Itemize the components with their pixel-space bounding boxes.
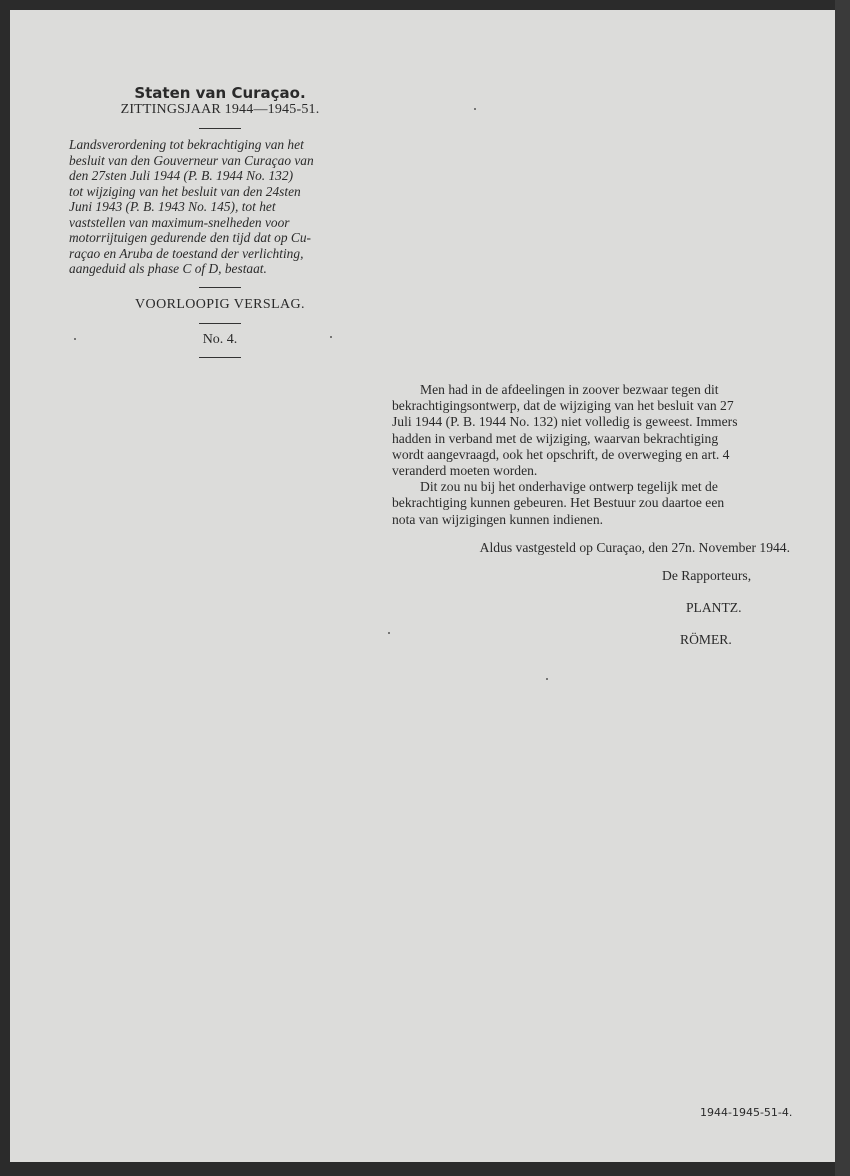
session-year: ZITTINGSJAAR 1944—1945-51. — [120, 102, 320, 117]
paragraph-line: Men had in de afdeelingen in zoover bezwaar tegen dit — [420, 382, 719, 397]
title-line: vaststellen van maximum-snelheden voor — [69, 214, 290, 230]
paper-speck — [388, 632, 390, 634]
paper-speck — [74, 338, 76, 340]
paper-speck — [330, 336, 332, 338]
paragraph-line: veranderd moeten worden. — [392, 463, 538, 479]
organization-name: Staten van Curaçao. — [134, 84, 306, 102]
paragraph-line: Juli 1944 (P. B. 1944 No. 132) niet volledig is geweest. Immers — [392, 414, 738, 430]
paragraph — [392, 382, 792, 479]
signature-block — [630, 568, 800, 664]
paragraph-line: nota van wijzigingen kunnen indienen. — [392, 511, 604, 527]
rapporteurs-title: De Rapporteurs, — [662, 568, 752, 583]
title-line: tot wijziging van het besluit van den 24sten — [69, 183, 301, 199]
title-line: aangeduid als phase C of D, bestaat. — [69, 261, 267, 276]
title-line: Juni 1943 (P. B. 1943 No. 145), tot het — [69, 199, 276, 214]
title-line: Landsverordening tot bekrachtiging van het — [69, 137, 304, 152]
paragraph — [392, 479, 792, 528]
document-header — [65, 84, 375, 366]
paragraph-line: bekrachtiging kunnen gebeuren. Het Bestuur zou daartoe een — [392, 495, 725, 511]
paper-speck — [546, 678, 548, 680]
title-line: den 27sten Juli 1944 (P. B. 1944 No. 132) — [69, 168, 294, 183]
signatory-name: PLANTZ. — [686, 600, 742, 615]
report-number: No. 4. — [202, 331, 238, 347]
paragraph-line: hadden in verband met de wijziging, waarvan bekrachtiging — [392, 430, 719, 446]
title-line: raçao en Aruba de toestand der verlichting, — [69, 245, 304, 261]
report-body — [392, 382, 792, 556]
divider — [199, 287, 241, 288]
paper-speck — [474, 108, 476, 110]
ordinance-title — [69, 137, 371, 277]
title-line: motorrijtuigen gedurende den tijd dat op Cu- — [69, 230, 311, 245]
closing-statement: Aldus vastgesteld op Curaçao, den 27n. November 1944. — [479, 539, 790, 555]
document-reference: 1944-1945-51-4. — [700, 1106, 793, 1119]
paragraph-line: wordt aangevraagd, ook het opschrift, de overweging en art. 4 — [392, 446, 730, 462]
divider — [199, 323, 241, 324]
paragraph-line: bekrachtigingsontwerp, dat de wijziging van het besluit van 27 — [392, 398, 734, 414]
divider — [199, 128, 241, 129]
signatory-name: RÖMER. — [680, 632, 732, 647]
report-type: VOORLOOPIG VERSLAG. — [135, 296, 305, 312]
title-line: besluit van den Gouverneur van Curaçao van — [69, 152, 314, 168]
divider — [199, 357, 241, 358]
scan-border — [835, 0, 850, 1176]
document-page — [10, 10, 835, 1162]
paragraph-line: Dit zou nu bij het onderhavige ontwerp tegelijk met de — [420, 479, 718, 495]
